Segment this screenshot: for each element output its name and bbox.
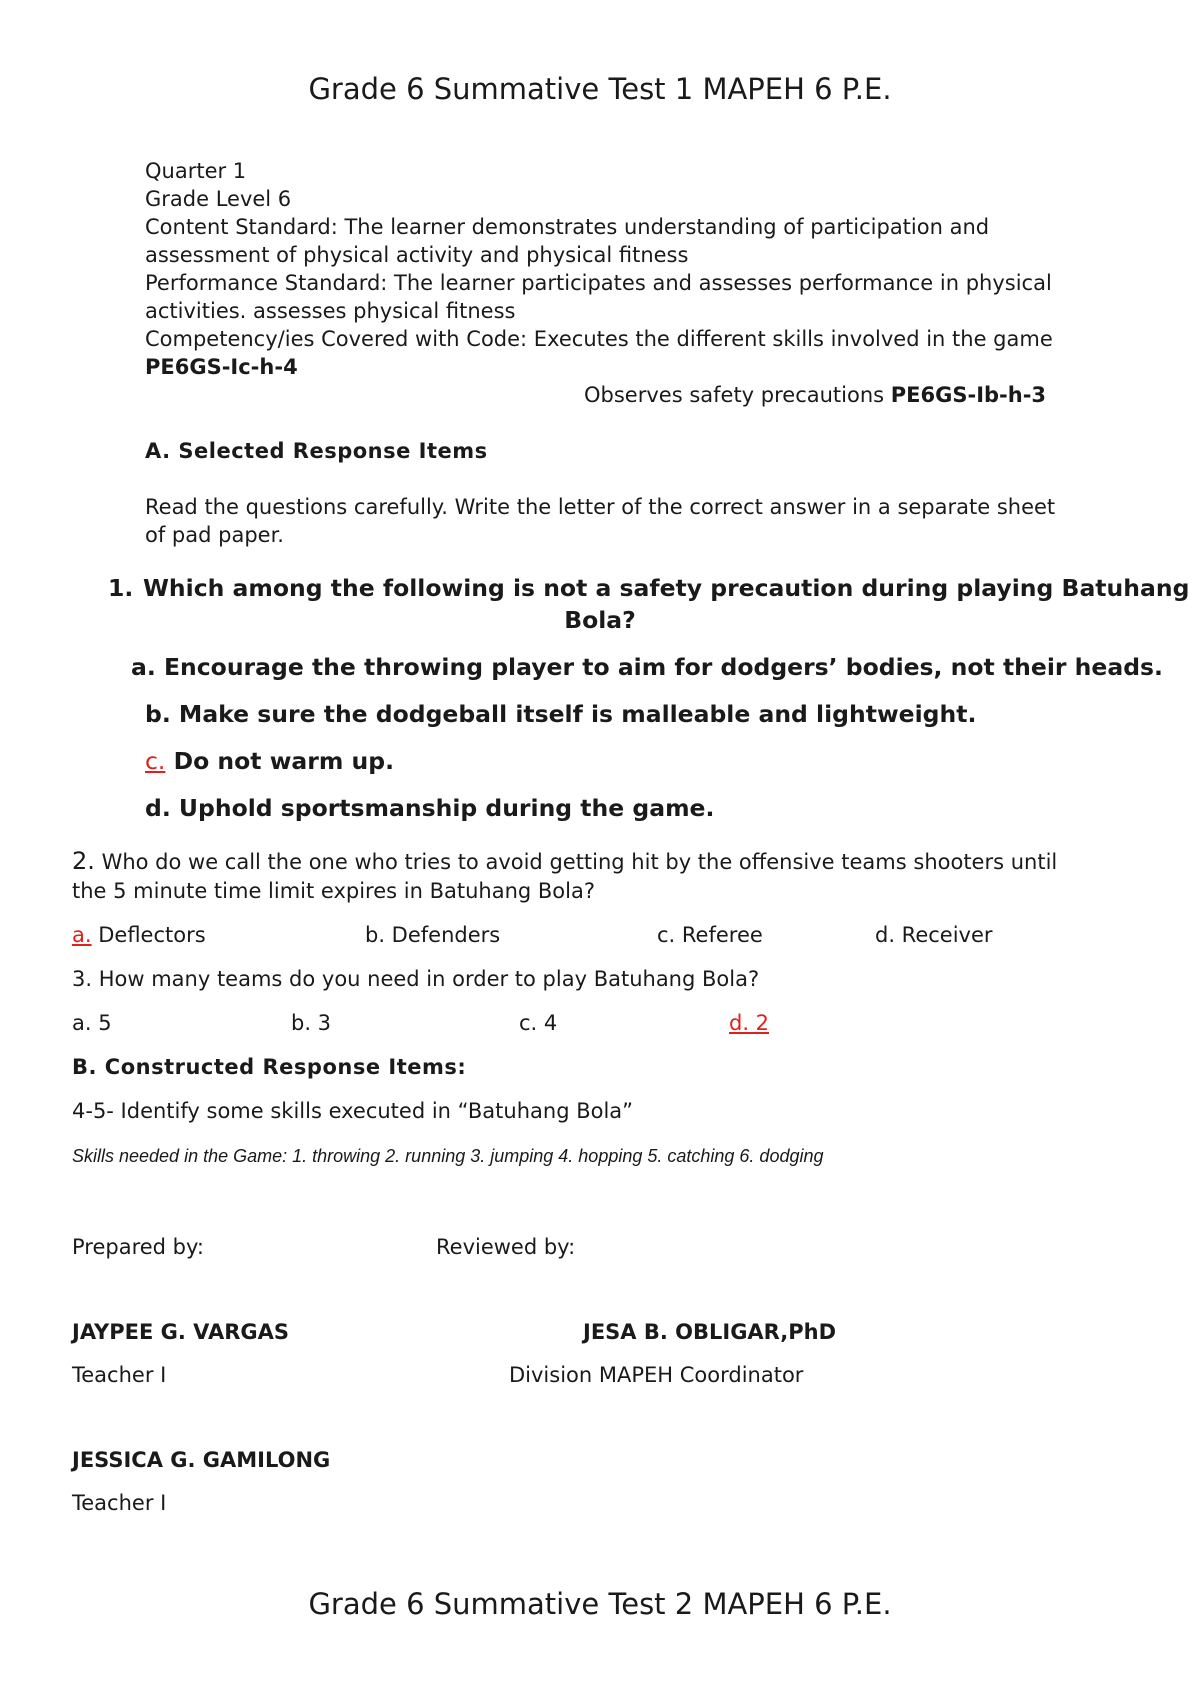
- preparer2-title: Teacher I: [72, 1491, 167, 1515]
- q2-text: Who do we call the one who tries to avoid getting hit by the offensive teams shooters until: [94, 850, 1058, 874]
- content-standard-line2: assessment of physical activity and physical fitness: [145, 243, 689, 267]
- q1-number: 1.: [108, 574, 134, 602]
- q2-option-d: d. Receiver: [875, 923, 993, 947]
- q3-option-d: d. 2: [729, 1011, 770, 1035]
- performance-standard-line2: activities. assesses physical fitness: [145, 299, 516, 323]
- q1-option-c-text: Do not warm up.: [165, 747, 394, 775]
- section-b-answer: Skills needed in the Game: 1. throwing 2. running 3. jumping 4. hopping 5. catching 6. dodging: [72, 1146, 824, 1166]
- preparer1-title: Teacher I: [72, 1363, 167, 1387]
- competency-line1: Competency/ies Covered with Code: Executes the different skills involved in the game: [145, 327, 1053, 351]
- q3-text: 3. How many teams do you need in order to play Batuhang Bola?: [72, 967, 760, 991]
- reviewer-title: Division MAPEH Coordinator: [509, 1363, 804, 1387]
- q2-option-b: b. Defenders: [365, 923, 501, 947]
- section-a-heading: A. Selected Response Items: [145, 439, 488, 463]
- preparer2-name: JESSICA G. GAMILONG: [72, 1448, 331, 1472]
- content-standard-line1: Content Standard: The learner demonstrates understanding of participation and: [145, 215, 990, 239]
- section-a-instruction-line1: Read the questions carefully. Write the letter of the correct answer in a separate sheet: [145, 495, 1056, 519]
- q1-option-c-letter: c.: [145, 747, 166, 775]
- q1-text-line2: Bola?: [564, 606, 636, 634]
- section-b-item: 4-5- Identify some skills executed in “Batuhang Bola”: [72, 1099, 634, 1123]
- competency-line2: [584, 381, 1046, 409]
- q2-option-c: c. Referee: [657, 923, 763, 947]
- competency-code2: PE6GS-Ib-h-3: [890, 383, 1047, 407]
- test1-title: Grade 6 Summative Test 1 MAPEH 6 P.E.: [308, 72, 892, 106]
- q2-text-line2: the 5 minute time limit expires in Batuhang Bola?: [72, 879, 595, 903]
- q1-option-d: d. Uphold sportsmanship during the game.: [145, 794, 715, 822]
- preparer1-name: JAYPEE G. VARGAS: [72, 1320, 290, 1344]
- competency-code1: PE6GS-Ic-h-4: [145, 355, 298, 379]
- q2-text-line1: [72, 847, 1057, 875]
- q2-number: 2.: [72, 847, 95, 875]
- competency-line2-text: Observes safety precautions: [584, 383, 891, 407]
- q3-option-a: a. 5: [72, 1011, 112, 1035]
- quarter-label: Quarter 1: [145, 159, 247, 183]
- q3-option-c: c. 4: [519, 1011, 558, 1035]
- q2-option-a-text: Deflectors: [91, 923, 206, 947]
- section-b-heading: B. Constructed Response Items:: [72, 1055, 467, 1079]
- reviewer-name: JESA B. OBLIGAR,PhD: [583, 1320, 836, 1344]
- test2-title: Grade 6 Summative Test 2 MAPEH 6 P.E.: [308, 1587, 892, 1621]
- performance-standard-line1: Performance Standard: The learner participates and assesses performance in physical: [145, 271, 1052, 295]
- q1-option-a: a. Encourage the throwing player to aim for dodgers’ bodies, not their heads.: [131, 653, 1163, 681]
- section-a-instruction-line2: of pad paper.: [145, 523, 284, 547]
- q2-option-a: [72, 923, 206, 947]
- q1-option-c: [145, 747, 394, 775]
- q1-text-line1: Which among the following is not a safety precaution during playing Batuhang: [143, 574, 1190, 602]
- q3-option-b: b. 3: [291, 1011, 332, 1035]
- reviewed-by-label: Reviewed by:: [436, 1235, 576, 1259]
- q1-option-b: b. Make sure the dodgeball itself is malleable and lightweight.: [145, 700, 977, 728]
- q2-option-a-letter: a.: [72, 923, 92, 947]
- prepared-by-label: Prepared by:: [72, 1235, 204, 1259]
- grade-level-label: Grade Level 6: [145, 187, 292, 211]
